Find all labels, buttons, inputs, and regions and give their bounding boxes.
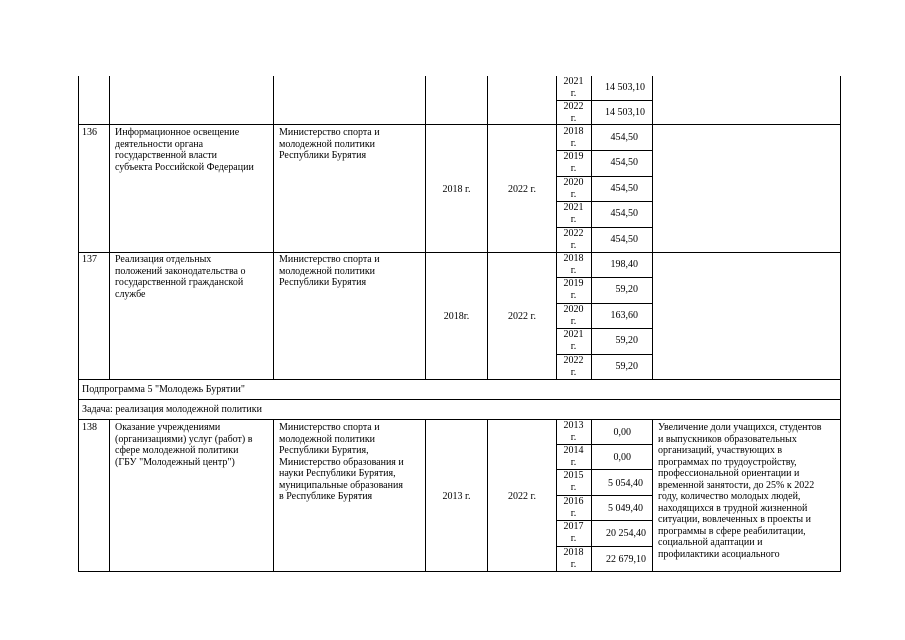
col-divider (591, 420, 592, 572)
amount-cell: 59,20 (615, 361, 638, 372)
start-year: 2018г. (443, 311, 470, 322)
amount-cell: 454,50 (610, 183, 638, 194)
year-cell: 2022 г. (563, 101, 584, 124)
year-cell: 2018 г. (563, 547, 584, 570)
year-cell: 2017 г. (563, 521, 584, 544)
amount-cell: 22 679,10 (606, 554, 646, 565)
task-title: Задача: реализация молодежной политики (82, 404, 262, 415)
year-cell: 2021 г. (563, 76, 584, 99)
col-divider (273, 76, 274, 380)
row-number: 138 (82, 422, 97, 433)
amount-cell: 198,40 (610, 259, 638, 270)
start-year: 2018 г. (442, 184, 471, 195)
year-cell: 2022 г. (563, 355, 584, 378)
activity-name: Реализация отдельных положений законодательства о государственной гражданской службе (115, 254, 246, 300)
amount-cell: 0,00 (613, 452, 631, 463)
amount-cell: 163,60 (610, 310, 638, 321)
amount-cell: 5 049,40 (608, 503, 643, 514)
executor: Министерство спорта и молодежной политики Республики Бурятия (279, 254, 380, 288)
start-year: 2013 г. (442, 491, 471, 502)
row-divider (78, 252, 841, 253)
year-cell: 2021 г. (563, 202, 584, 225)
table-border-left (78, 76, 79, 572)
year-cell: 2022 г. (563, 228, 584, 251)
amount-cell: 20 254,40 (606, 528, 646, 539)
col-divider (652, 76, 653, 380)
year-cell: 2019 г. (563, 151, 584, 174)
year-cell: 2015 г. (563, 470, 584, 493)
executor: Министерство спорта и молодежной политики Республики Бурятия, Министерство образования и науки Республики Бурятия, муниципальные образования в Республике Бурятия (279, 422, 404, 502)
row-number: 137 (82, 254, 97, 265)
amount-cell: 454,50 (610, 208, 638, 219)
col-divider (273, 420, 274, 572)
amount-cell: 14 503,10 (605, 82, 645, 93)
end-year: 2022 г. (508, 184, 536, 195)
row-divider (78, 379, 841, 380)
year-cell: 2020 г. (563, 304, 584, 327)
year-cell: 2020 г. (563, 177, 584, 200)
amount-cell: 5 054,40 (608, 478, 643, 489)
row-divider (78, 124, 841, 125)
table-border-right (840, 76, 841, 572)
amount-cell: 59,20 (615, 335, 638, 346)
row-divider (78, 419, 841, 420)
year-cell: 2018 г. (563, 253, 584, 276)
col-divider (109, 76, 110, 380)
amount-cell: 454,50 (610, 157, 638, 168)
subprogram-title: Подпрограмма 5 "Молодежь Бурятии" (82, 384, 245, 395)
year-cell: 2013 г. (563, 420, 584, 443)
year-cell: 2018 г. (563, 126, 584, 149)
end-year: 2022 г. (508, 311, 536, 322)
amount-cell: 59,20 (615, 284, 638, 295)
executor: Министерство спорта и молодежной политики Республики Бурятия (279, 127, 380, 161)
amount-cell: 0,00 (613, 427, 631, 438)
row-number: 136 (82, 127, 97, 138)
year-cell: 2019 г. (563, 278, 584, 301)
year-cell: 2016 г. (563, 496, 584, 519)
col-divider (652, 420, 653, 572)
end-year: 2022 г. (508, 491, 536, 502)
year-cell: 2014 г. (563, 445, 584, 468)
amount-cell: 14 503,10 (605, 107, 645, 118)
col-divider (109, 420, 110, 572)
row-divider (78, 571, 841, 572)
col-divider (425, 76, 426, 380)
col-divider (591, 76, 592, 380)
amount-cell: 454,50 (610, 234, 638, 245)
amount-cell: 454,50 (610, 132, 638, 143)
row-divider (78, 399, 841, 400)
year-cell: 2021 г. (563, 329, 584, 352)
activity-name: Оказание учреждениями (организациями) услуг (работ) в сфере молодежной политики (ГБУ "Молодежный центр") (115, 422, 253, 468)
col-divider (487, 76, 488, 380)
target-indicator: Увеличение доли учащихся, студентов и выпускников образовательных организаций, участвующих в программах по трудоустройству, профессиональной ориентации и временной занятости, до 25% к 2022 году, количество молодых людей, находящихся в трудной жизненной ситуации, вовлеченных в проекты и программы в сфере реабилитации, социальной адаптации и профилактики асоциального (658, 422, 822, 560)
activity-name: Информационное освещение деятельности органа государственной власти субъекта Российской Федерации (115, 127, 254, 173)
